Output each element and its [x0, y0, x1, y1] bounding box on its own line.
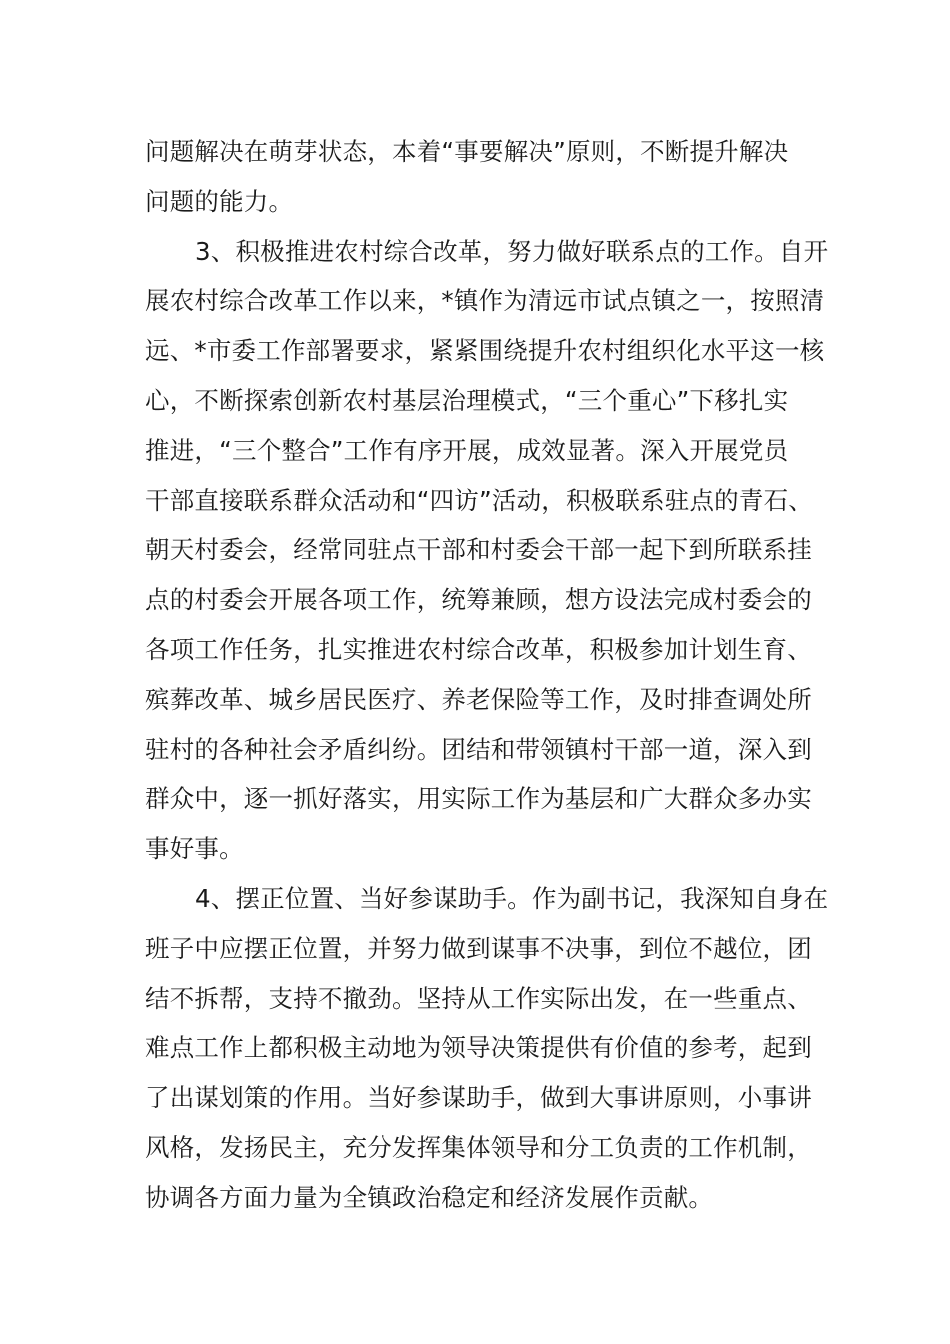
text-line: 朝天村委会，经常同驻点干部和村委会干部一起下到所联系挂 [145, 535, 812, 565]
text-line: 了出谋划策的作用。当好参谋助手，做到大事讲原则，小事讲 [145, 1083, 812, 1113]
text-line: 问题的能力。 [145, 186, 294, 216]
text-line: 风格，发扬民主，充分发挥集体领导和分工负责的工作机制， [145, 1132, 812, 1162]
text-line: 心，不断探索创新农村基层治理模式，“三个重心”下移扎实 [145, 385, 789, 415]
text-line: 推进，“三个整合”工作有序开展，成效显著。深入开展党员 [145, 435, 789, 465]
text-line: 驻村的各种社会矛盾纠纷。团结和带领镇村干部一道，深入到 [145, 734, 812, 764]
text-line: 班子中应摆正位置，并努力做到谋事不决事，到位不越位，团 [145, 933, 812, 963]
text-line: 殡葬改革、城乡居民医疗、养老保险等工作，及时排查调处所 [145, 684, 812, 714]
text-line: 结不拆帮，支持不撤劲。坚持从工作实际出发，在一些重点、 [145, 983, 812, 1013]
text-line: 群众中，逐一抓好落实，用实际工作为基层和广大群众多办实 [145, 784, 812, 814]
text-line: 展农村综合改革工作以来，*镇作为清远市试点镇之一，按照清 [145, 286, 825, 316]
text-line: 事好事。 [145, 834, 244, 864]
text-line: 各项工作任务，扎实推进农村综合改革，积极参加计划生育、 [145, 634, 812, 664]
paragraph-start-line: 3、积极推进农村综合改革，努力做好联系点的工作。自开 [195, 236, 829, 266]
text-line: 点的村委会开展各项工作，统筹兼顾，想方设法完成村委会的 [145, 585, 812, 615]
text-line: 问题解决在萌芽状态，本着“事要解决”原则，不断提升解决 [145, 137, 789, 166]
document-body [145, 127, 845, 1223]
text-line: 远、*市委工作部署要求，紧紧围绕提升农村组织化水平这一核 [145, 336, 825, 366]
paragraph-start-line: 4、摆正位置、当好参谋助手。作为副书记，我深知自身在 [195, 883, 829, 913]
text-line: 干部直接联系群众活动和“四访”活动，积极联系驻点的青石、 [145, 485, 813, 515]
text-line: 难点工作上都积极主动地为领导决策提供有价值的参考，起到 [145, 1033, 812, 1063]
text-line: 协调各方面力量为全镇政治稳定和经济发展作贡献。 [145, 1182, 714, 1212]
